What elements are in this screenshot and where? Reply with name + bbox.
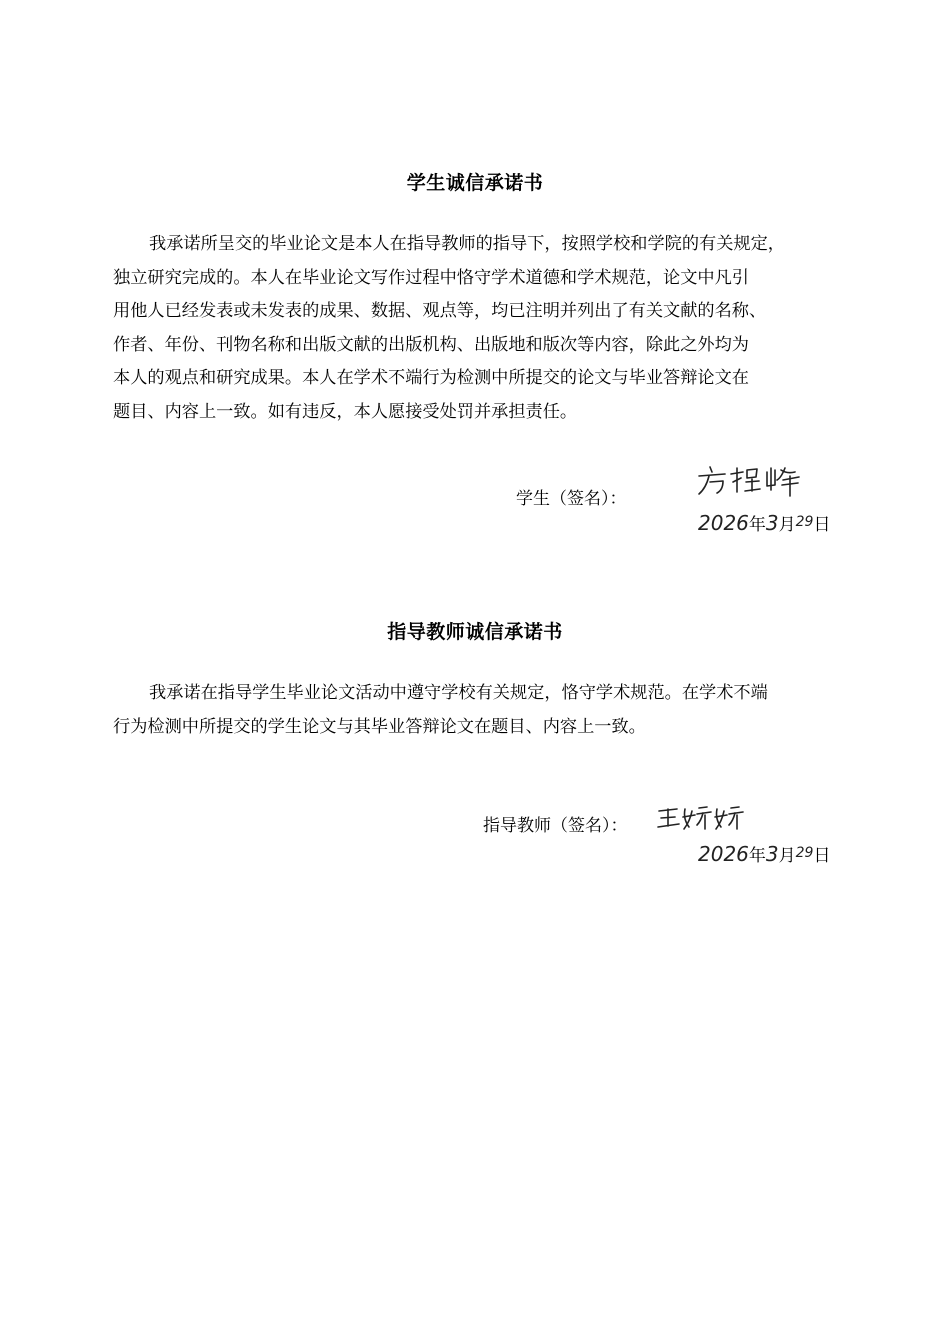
date-day-unit: 日 (813, 515, 831, 535)
paragraph-line: 题目、内容上一致。如有违反，本人愿接受处罚并承担责任。 (113, 401, 578, 422)
date-year: 2026 (698, 842, 749, 866)
date-month: 3 (765, 511, 779, 535)
student-sign-date (698, 510, 830, 535)
paragraph-line: 我承诺在指导学生毕业论文活动中遵守学校有关规定，恪守学术规范。在学术不端 (149, 683, 768, 703)
date-month: 3 (765, 842, 779, 866)
student-handwritten-signature (695, 462, 805, 500)
student-pledge-paragraph (113, 228, 840, 429)
date-year: 2026 (698, 511, 749, 535)
date-year-unit: 年 (748, 846, 766, 866)
advisor-pledge-paragraph (113, 677, 840, 744)
paragraph-line: 作者、年份、刊物名称和出版文献的出版机构、出版地和版次等内容，除此之外均为 (113, 334, 749, 355)
student-pledge-title: 学生诚信承诺书 (406, 172, 544, 194)
student-signature-label: 学生（签名）： (516, 489, 627, 509)
advisor-signature-label: 指导教师（签名）： (483, 816, 628, 836)
advisor-sign-date (698, 841, 830, 866)
date-year-unit: 年 (748, 515, 766, 535)
paragraph-line: 行为检测中所提交的学生论文与其毕业答辩论文在题目、内容上一致。 (113, 716, 646, 737)
date-month-unit: 月 (778, 515, 796, 535)
date-day: 29 (795, 845, 814, 861)
advisor-pledge-title: 指导教师诚信承诺书 (387, 621, 563, 643)
date-day-unit: 日 (813, 846, 831, 866)
paragraph-line: 独立研究完成的。本人在毕业论文写作过程中恪守学术道德和学术规范，论文中凡引 (113, 267, 749, 288)
paragraph-line: 用他人已经发表或未发表的成果、数据、观点等，均已注明并列出了有关文献的名称、 (113, 301, 767, 321)
date-day: 29 (795, 514, 814, 530)
paragraph-line: 我承诺所呈交的毕业论文是本人在指导教师的指导下，按照学校和学院的有关规定， (149, 234, 785, 254)
date-month-unit: 月 (778, 846, 796, 866)
paragraph-line: 本人的观点和研究成果。本人在学术不端行为检测中所提交的论文与毕业答辩论文在 (113, 368, 749, 388)
advisor-handwritten-signature (655, 803, 745, 833)
